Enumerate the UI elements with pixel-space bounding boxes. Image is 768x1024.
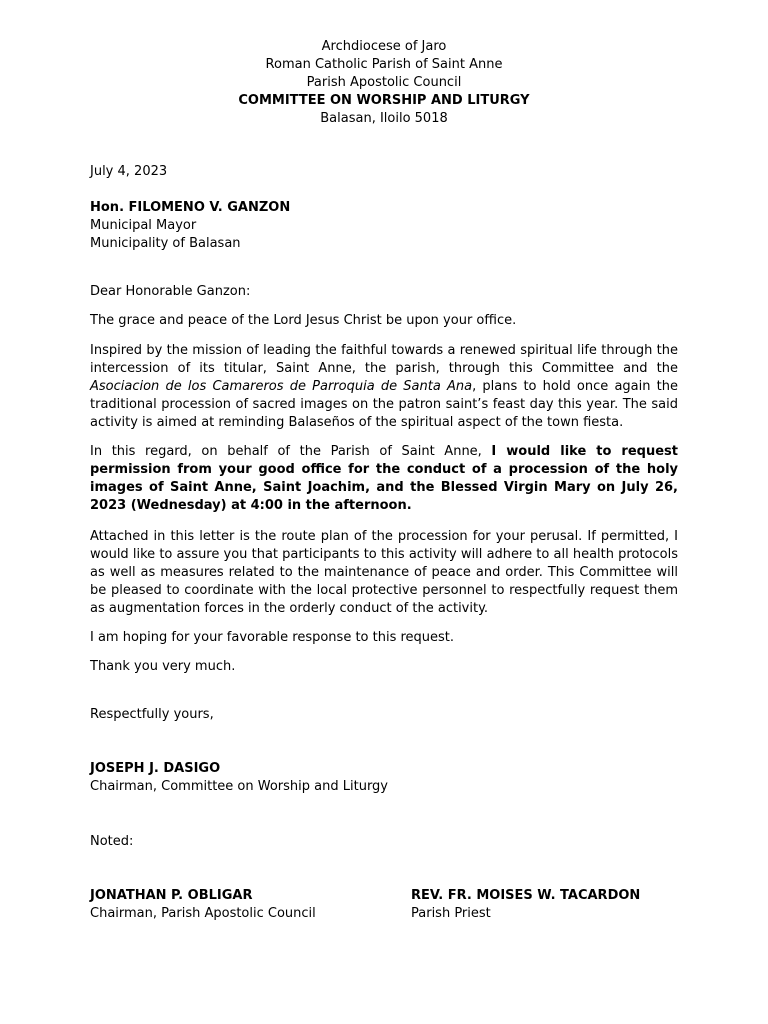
letterhead-address: Balasan, Iloilo 5018 (320, 111, 448, 126)
noted-by-name: JONATHAN P. OBLIGAR (90, 888, 253, 903)
salutation: Dear Honorable Ganzon: (90, 284, 251, 299)
recipient-name: Hon. FILOMENO V. GANZON (90, 200, 291, 215)
letterhead-parish: Roman Catholic Parish of Saint Anne (265, 57, 503, 72)
noted-by-parish-priest (411, 887, 640, 923)
noted-by-council-chairman (90, 887, 316, 923)
body-paragraph-5: I am hoping for your favorable response to this request. (90, 630, 455, 645)
recipient-block (90, 199, 678, 253)
p3-text-start: In this regard, on behalf of the Parish of Saint Anne, (90, 444, 492, 459)
signatory-title: Chairman, Committee on Worship and Liturgy (90, 779, 389, 794)
noted-label: Noted: (90, 834, 134, 849)
p2-association-name: Asociacion de los Camareros de Parroquia de Santa Ana (90, 379, 473, 394)
signatory-name: JOSEPH J. DASIGO (90, 761, 221, 776)
letter-date: July 4, 2023 (90, 164, 168, 179)
p2-text-end: , plans to hold once again the traditional procession of sacred images on the patron saint’s feast day this year. The said activity is aimed at reminding Balaseños of the spiritual aspect of the town fiesta. (90, 379, 678, 430)
recipient-office: Municipality of Balasan (90, 236, 241, 251)
body-paragraph-3 (90, 443, 678, 515)
noted-by-name: REV. FR. MOISES W. TACARDON (411, 888, 641, 903)
letterhead-archdiocese: Archdiocese of Jaro (321, 39, 447, 54)
body-paragraph-1: The grace and peace of the Lord Jesus Christ be upon your office. (90, 313, 517, 328)
noted-by-title: Chairman, Parish Apostolic Council (90, 906, 316, 921)
body-paragraph-4: Attached in this letter is the route plan of the procession for your perusal. If permitted, I would like to assure you that participants to this activity will adhere to all health protocols as well as measures related to the maintenance of peace and order. This Committee will be pleased to coordinate with the local protective personnel to respectfully request them as augmentation forces in the orderly conduct of the activity. (90, 529, 678, 616)
body-paragraph-6: Thank you very much. (90, 659, 236, 674)
body-paragraph-2 (90, 342, 678, 432)
signatory-block (90, 760, 388, 796)
letterhead-committee: COMMITTEE ON WORSHIP AND LITURGY (238, 93, 530, 108)
letterhead (0, 38, 768, 128)
p3-request-text: I would like to request permission from your good office for the conduct of a procession of the holy images of Saint Anne, Saint Joachim, and the Blessed Virgin Mary on July 26, 2023 (Wednesday) at 4:00 in the afternoon. (90, 444, 678, 513)
recipient-title: Municipal Mayor (90, 218, 197, 233)
noted-by-title: Parish Priest (411, 906, 491, 921)
letterhead-council: Parish Apostolic Council (306, 75, 462, 90)
p2-text-start: Inspired by the mission of leading the faithful towards a renewed spiritual life through the intercession of its titular, Saint Anne, the parish, through this Committee and the (90, 343, 678, 376)
closing: Respectfully yours, (90, 707, 214, 722)
